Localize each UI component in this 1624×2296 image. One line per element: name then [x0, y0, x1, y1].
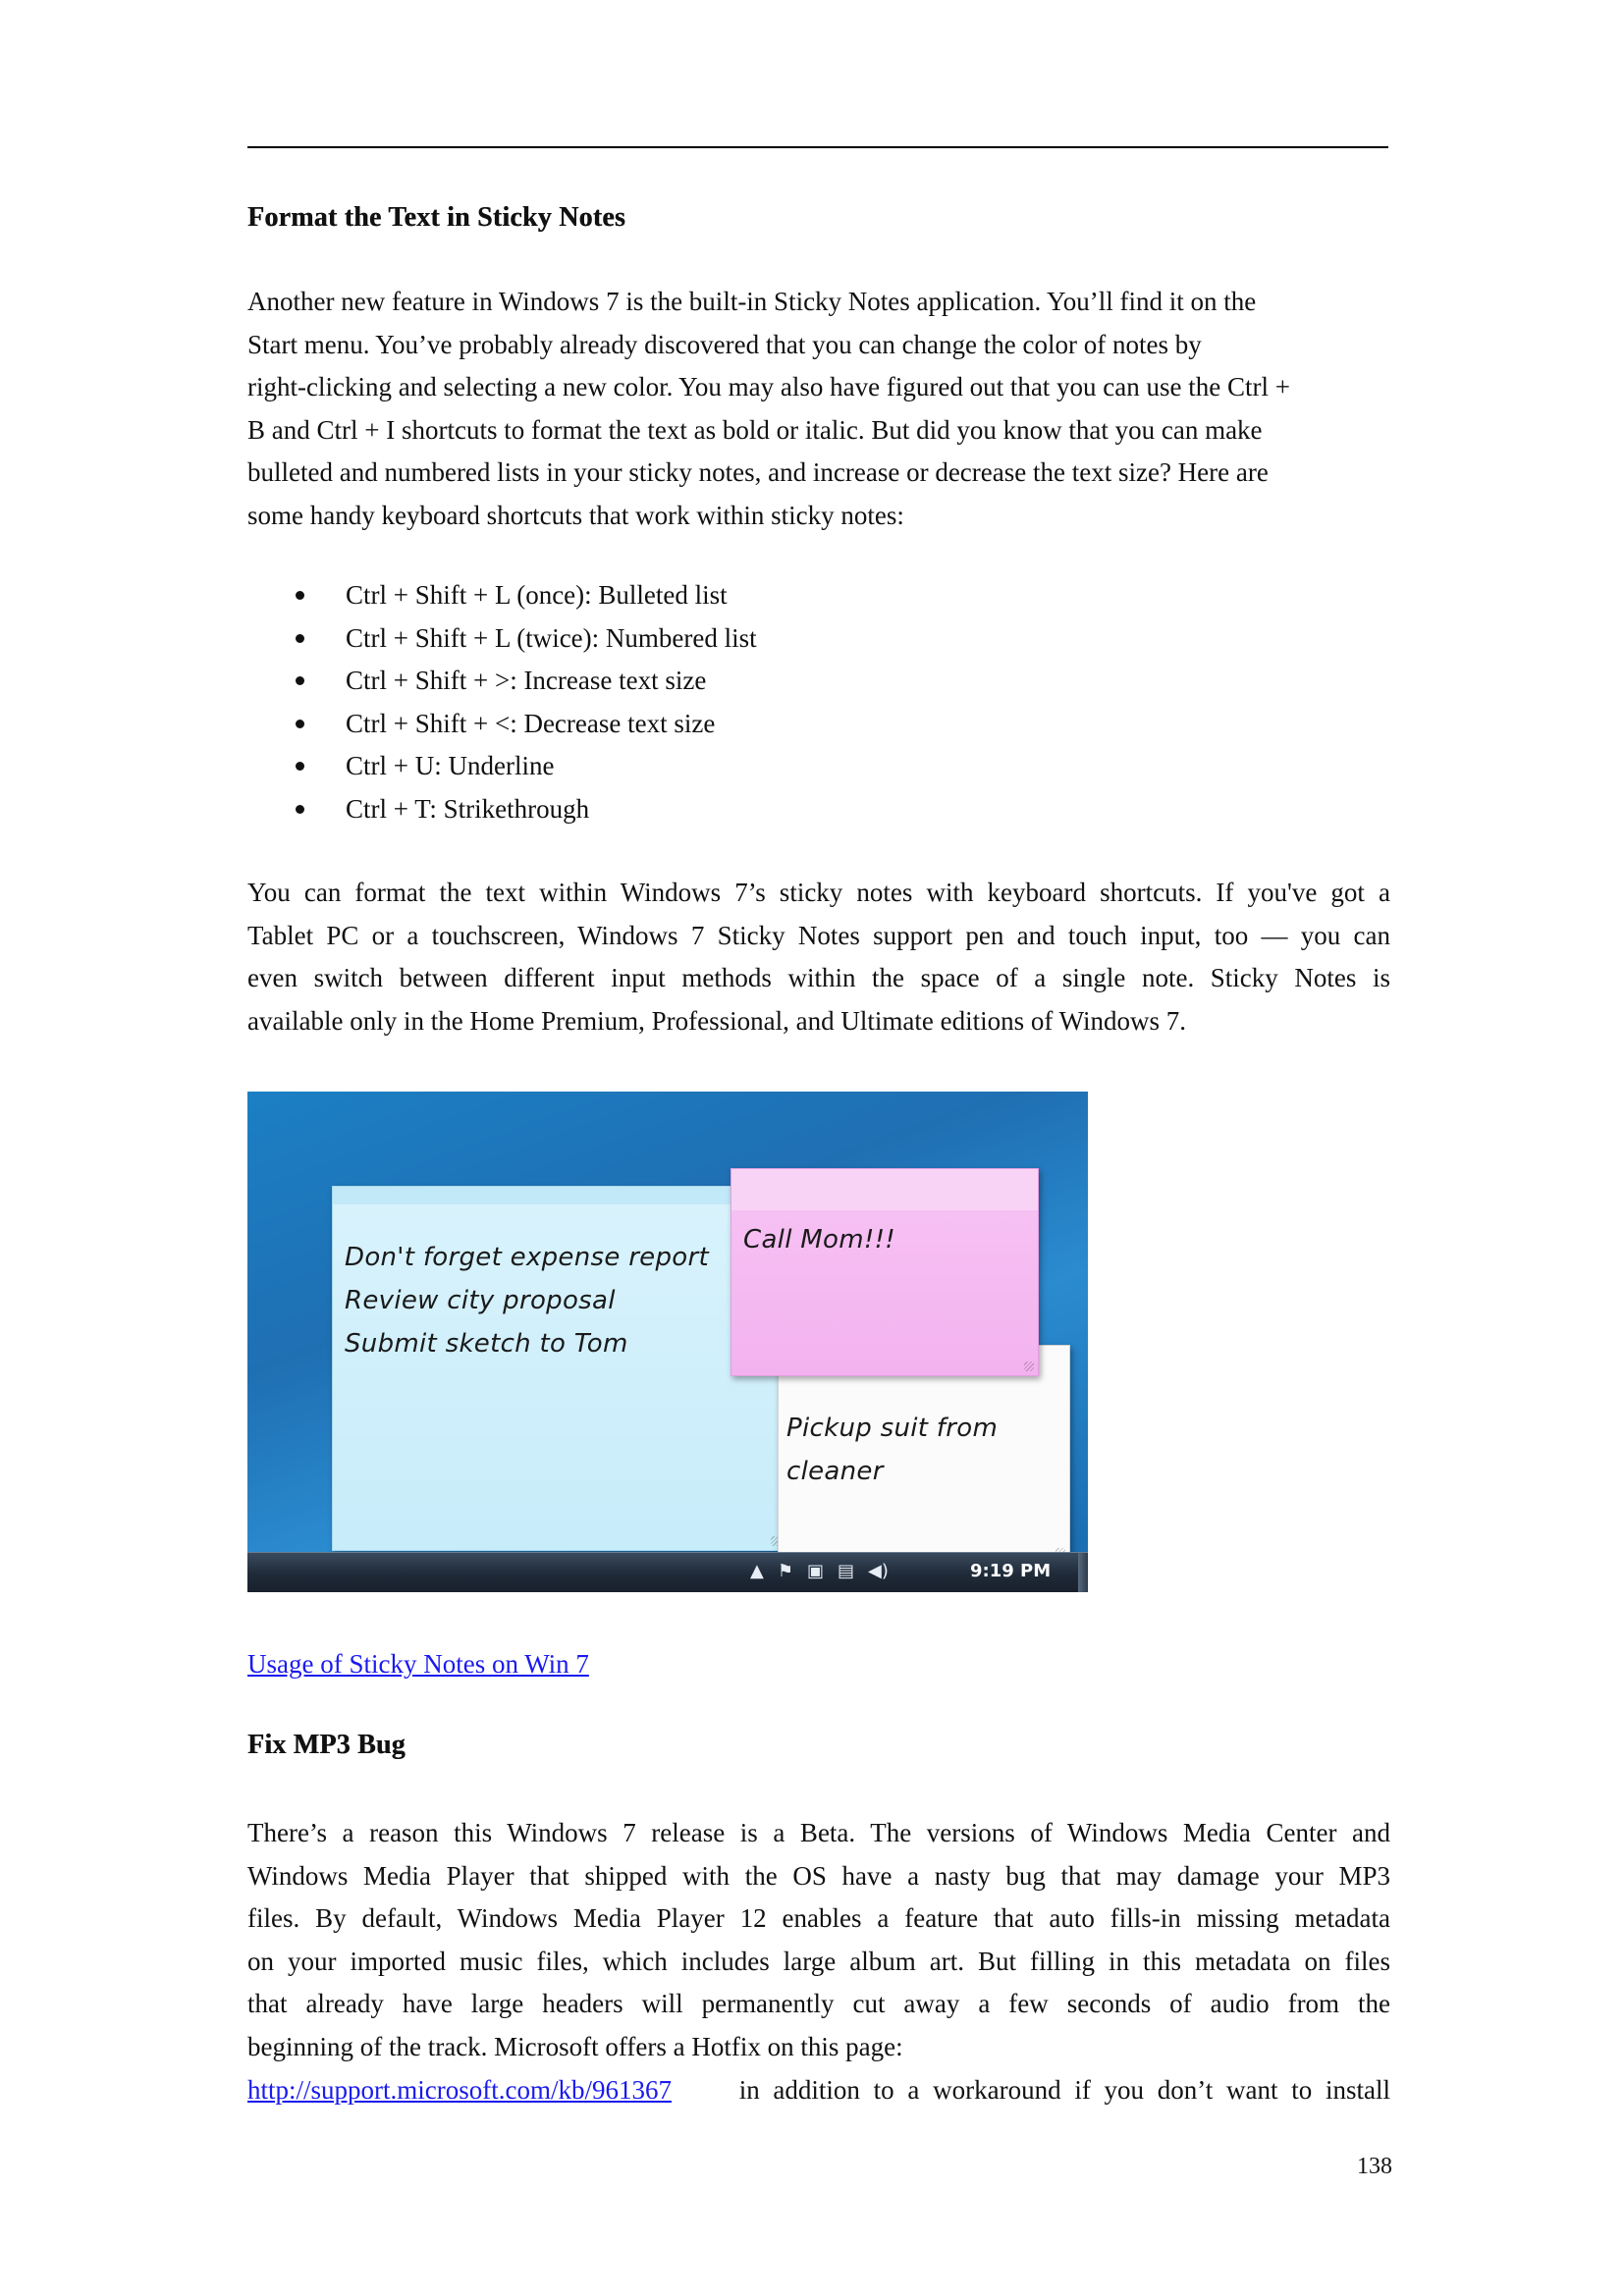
flag-icon: ⚑ — [777, 1561, 793, 1581]
show-desktop-button — [1078, 1553, 1088, 1592]
text-line: beginning of the track. Microsoft offers a Hotfix on this page: — [247, 2031, 903, 2061]
section-heading-mp3: Fix MP3 Bug — [247, 1730, 406, 1760]
note-line: Don't forget expense report — [345, 1243, 709, 1272]
list-item-text: Ctrl + Shift + <: Decrease text size — [346, 708, 716, 738]
list-item — [247, 574, 757, 617]
list-item — [247, 660, 757, 703]
text-line: You can format the text within Windows 7’s sticky notes with keyboard shortcuts. If you've got a — [247, 878, 1390, 907]
taskbar — [247, 1552, 1088, 1592]
list-item — [247, 617, 757, 661]
text-line: Start menu. You’ve probably already discovered that you can change the color of notes by — [247, 329, 1202, 359]
sticky-notes-screenshot — [247, 1092, 1088, 1592]
header-rule — [247, 146, 1388, 148]
text-line: some handy keyboard shortcuts that work within sticky notes: — [247, 500, 904, 530]
note-line: Submit sketch to Tom — [345, 1329, 628, 1359]
shortcut-list — [247, 574, 757, 831]
note-title-strip — [731, 1169, 1038, 1210]
list-item — [247, 703, 757, 746]
bullet-icon — [296, 591, 304, 600]
text-line: There’s a reason this Windows 7 release is a Beta. The versions of Windows Media Center and — [247, 1818, 1390, 1847]
note-line: Call Mom!!! — [743, 1225, 896, 1255]
volume-icon: ◀) — [868, 1561, 889, 1581]
note-title-strip — [333, 1187, 785, 1204]
text-line: even switch between different input methods within the space of a single note. Sticky Notes is — [247, 963, 1390, 993]
sticky-note-white — [778, 1345, 1070, 1563]
bullet-icon — [296, 762, 304, 771]
text-line: that already have large headers will permanently cut away a few seconds of audio from the — [247, 1989, 1390, 2019]
mp3-paragraph — [247, 1812, 1390, 2111]
note-line: cleaner — [786, 1457, 884, 1486]
note-line: Pickup suit from — [786, 1414, 999, 1443]
note-line: Review city proposal — [345, 1286, 616, 1315]
text-line: files. By default, Windows Media Player 12 enables a feature that auto fills-in missing metadata — [247, 1903, 1390, 1934]
list-item-text: Ctrl + Shift + L (once): Bulleted list — [346, 580, 728, 610]
sticky-intro-paragraph — [247, 281, 1390, 538]
note-text — [786, 1407, 998, 1493]
kb-hotfix-link[interactable]: http://support.microsoft.com/kb/961367 — [247, 2074, 672, 2105]
device-icon: ▣ — [806, 1561, 824, 1581]
after-link-text: in addition to a workaround if you don’t want to install — [738, 2074, 1391, 2105]
list-item — [247, 745, 757, 788]
list-item-text: Ctrl + T: Strikethrough — [346, 793, 590, 824]
section-heading-sticky-notes: Format the Text in Sticky Notes — [247, 202, 625, 233]
sticky-closing-paragraph — [247, 872, 1390, 1042]
bullet-icon — [296, 634, 304, 643]
list-item-text: Ctrl + Shift + L (twice): Numbered list — [346, 622, 757, 653]
taskbar-clock: 9:19 PM — [970, 1561, 1052, 1581]
bullet-icon — [296, 720, 304, 728]
text-line: bulleted and numbered lists in your sticky notes, and increase or decrease the text size? Here are — [247, 457, 1269, 488]
text-line: Tablet PC or a touchscreen, Windows 7 Sticky Notes support pen and touch input, too — you can — [247, 920, 1390, 950]
sticky-note-pink — [731, 1168, 1039, 1376]
text-line: Windows Media Player that shipped with the OS have a nasty bug that may damage your MP3 — [247, 1860, 1390, 1891]
text-line: Another new feature in Windows 7 is the built-in Sticky Notes application. You’ll find it on the — [247, 287, 1257, 316]
list-item-text: Ctrl + U: Underline — [346, 751, 555, 781]
text-line — [247, 2069, 1390, 2112]
bullet-icon — [296, 676, 304, 685]
list-item-text: Ctrl + Shift + >: Increase text size — [346, 666, 707, 696]
text-line: available only in the Home Premium, Professional, and Ultimate editions of Windows 7. — [247, 1005, 1187, 1036]
note-text — [743, 1218, 895, 1261]
text-line: right-clicking and selecting a new color. You may also have figured out that you can use the Ctrl + — [247, 372, 1290, 402]
network-icon: ▤ — [838, 1561, 855, 1581]
sticky-note-blue — [332, 1186, 785, 1551]
resize-grip-icon — [1024, 1362, 1034, 1371]
up-arrow-icon: ▲ — [750, 1561, 764, 1581]
list-item — [247, 788, 757, 831]
text-line: on your imported music files, which includes large album art. But filling in this metadata on files — [247, 1946, 1390, 1976]
figure-caption — [247, 1643, 589, 1686]
page-number: 138 — [1357, 2154, 1392, 2179]
text-line: B and Ctrl + I shortcuts to format the text as bold or italic. But did you know that you can make — [247, 414, 1263, 445]
system-tray — [750, 1561, 889, 1582]
note-text — [345, 1236, 709, 1365]
caption-link[interactable]: Usage of Sticky Notes on Win 7 — [247, 1649, 589, 1679]
bullet-icon — [296, 805, 304, 814]
